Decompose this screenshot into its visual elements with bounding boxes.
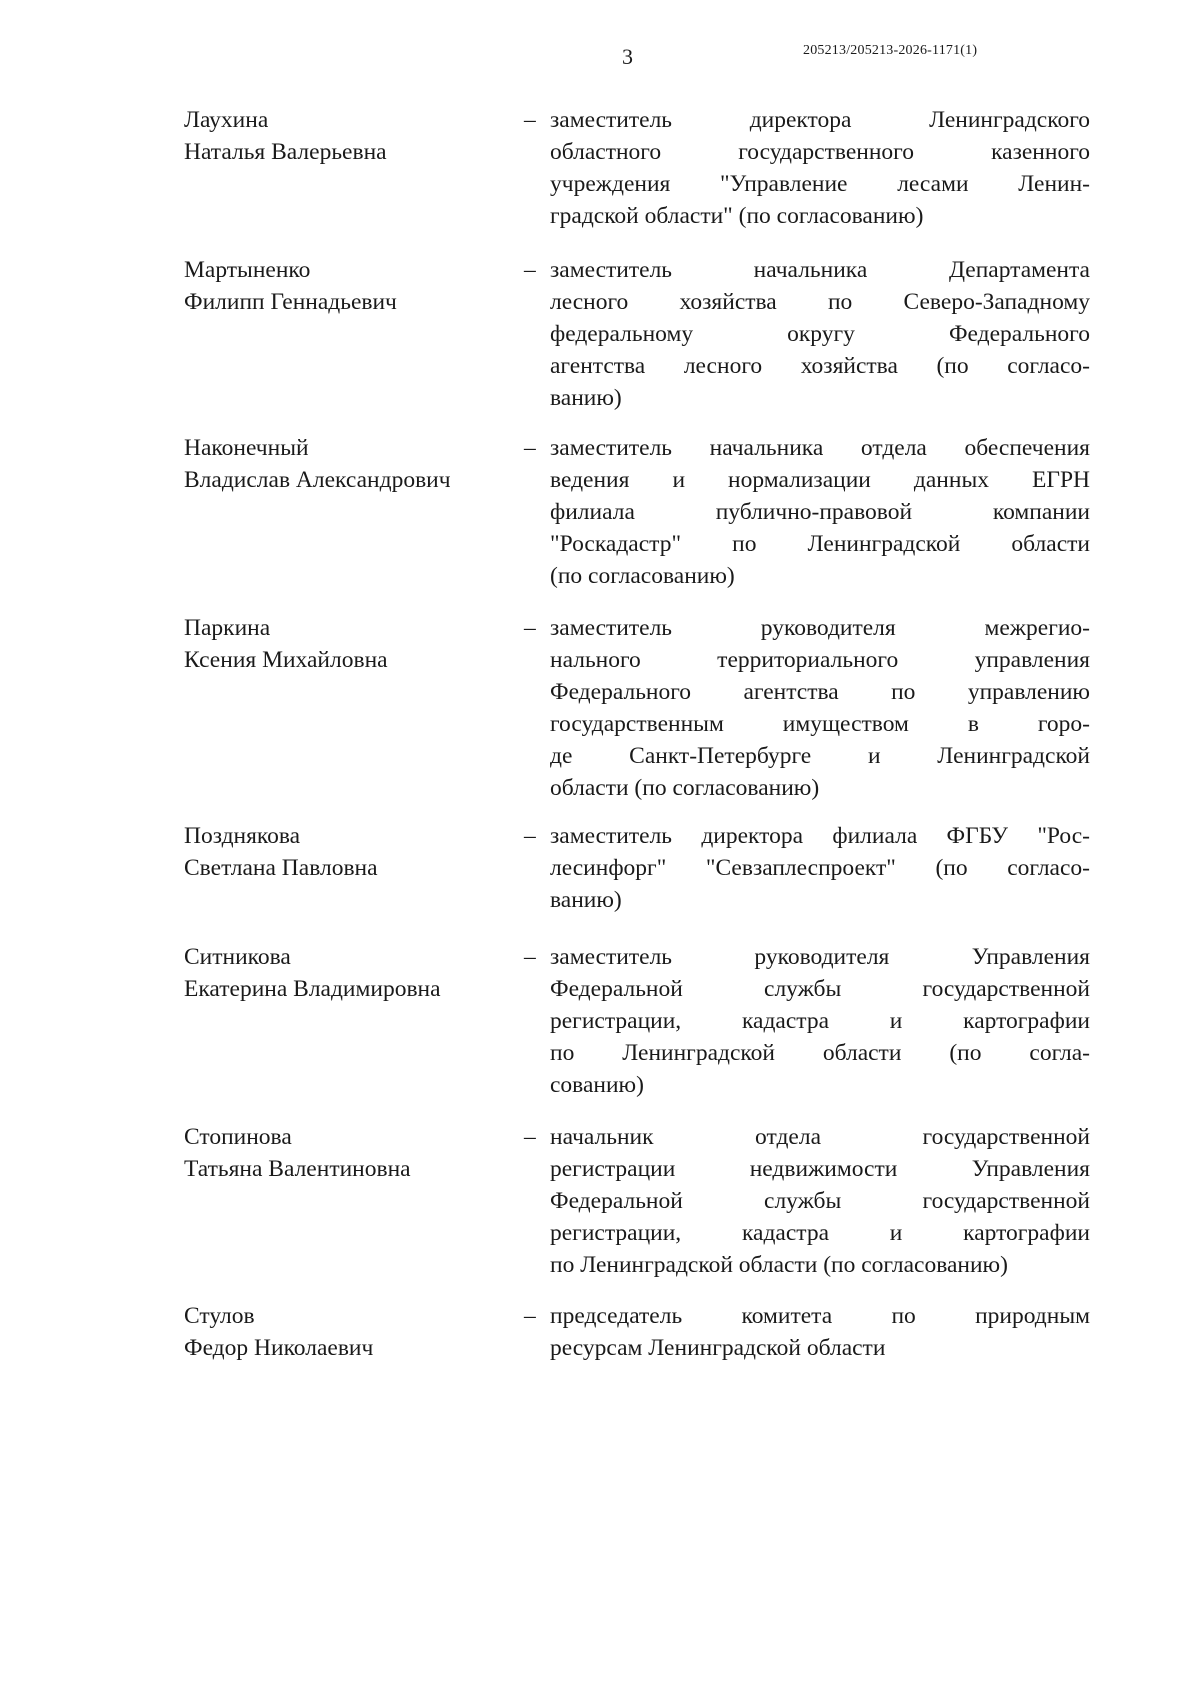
member-given-names: Екатерина Владимировна xyxy=(184,976,441,1002)
dash-separator: – xyxy=(524,107,536,133)
position-text-line: начальник отдела государственной xyxy=(550,1124,1090,1150)
position-text-line: по Ленинградской области (по согла- xyxy=(550,1040,1090,1066)
position-text-line: лесинфорг" "Севзаплеспроект" (по согласо- xyxy=(550,855,1090,881)
position-text-line: по Ленинградской области (по согласованию) xyxy=(550,1252,1008,1278)
member-position xyxy=(550,432,1090,592)
member-given-names: Федор Николаевич xyxy=(184,1335,374,1361)
member-surname: Ситникова xyxy=(184,944,291,970)
member-name xyxy=(184,941,524,1005)
position-text-line: федеральному округу Федерального xyxy=(550,321,1090,347)
position-text-line: ведения и нормализации данных ЕГРН xyxy=(550,467,1090,493)
position-text-line: "Роскадастр" по Ленинградской области xyxy=(550,531,1090,557)
position-text-line: председатель комитета по природным xyxy=(550,1303,1090,1329)
member-surname: Паркина xyxy=(184,615,271,641)
member-position xyxy=(550,820,1090,916)
member-given-names: Татьяна Валентиновна xyxy=(184,1156,411,1182)
member-surname: Наконечный xyxy=(184,435,309,461)
member-given-names: Ксения Михайловна xyxy=(184,647,388,673)
member-name xyxy=(184,1121,524,1185)
position-text-line: ванию) xyxy=(550,887,622,913)
position-text-line: сованию) xyxy=(550,1072,644,1098)
member-position xyxy=(550,104,1090,232)
position-text-line: областного государственного казенного xyxy=(550,139,1090,165)
position-text-line: нального территориального управления xyxy=(550,647,1090,673)
member-position xyxy=(550,1121,1090,1281)
member-position xyxy=(550,1300,1090,1364)
member-surname: Лаухина xyxy=(184,107,269,133)
dash-separator: – xyxy=(524,1124,536,1150)
position-text-line: регистрации, кадастра и картографии xyxy=(550,1008,1090,1034)
position-text-line: регистрации, кадастра и картографии xyxy=(550,1220,1090,1246)
position-text-line: ресурсам Ленинградской области xyxy=(550,1335,886,1361)
position-text-line: учреждения "Управление лесами Ленин- xyxy=(550,171,1090,197)
position-text-line: заместитель начальника отдела обеспечения xyxy=(550,435,1090,461)
member-given-names: Наталья Валерьевна xyxy=(184,139,387,165)
member-name xyxy=(184,1300,524,1364)
member-position xyxy=(550,941,1090,1101)
member-given-names: Филипп Геннадьевич xyxy=(184,289,397,315)
member-name xyxy=(184,254,524,318)
dash-separator: – xyxy=(524,257,536,283)
dash-separator: – xyxy=(524,615,536,641)
position-text-line: лесного хозяйства по Северо-Западному xyxy=(550,289,1090,315)
position-text-line: филиала публично-правовой компании xyxy=(550,499,1090,525)
position-text-line: регистрации недвижимости Управления xyxy=(550,1156,1090,1182)
member-given-names: Владислав Александрович xyxy=(184,467,451,493)
position-text-line: заместитель руководителя межрегио- xyxy=(550,615,1090,641)
dash-separator: – xyxy=(524,435,536,461)
position-text-line: заместитель директора филиала ФГБУ "Рос- xyxy=(550,823,1090,849)
position-text-line: области (по согласованию) xyxy=(550,775,820,801)
position-text-line: заместитель руководителя Управления xyxy=(550,944,1090,970)
member-given-names: Светлана Павловна xyxy=(184,855,378,881)
member-position xyxy=(550,612,1090,804)
position-text-line: Федеральной службы государственной xyxy=(550,1188,1090,1214)
dash-separator: – xyxy=(524,1303,536,1329)
member-surname: Стулов xyxy=(184,1303,255,1329)
member-name xyxy=(184,612,524,676)
position-text-line: градской области" (по согласованию) xyxy=(550,203,924,229)
member-name xyxy=(184,104,524,168)
document-id: 205213/205213-2026-1171(1) xyxy=(803,43,978,58)
member-name xyxy=(184,432,524,496)
page-number: 3 xyxy=(622,44,633,69)
position-text-line: агентства лесного хозяйства (по согласо- xyxy=(550,353,1090,379)
member-surname: Позднякова xyxy=(184,823,301,849)
position-text-line: заместитель директора Ленинградского xyxy=(550,107,1090,133)
position-text-line: Федерального агентства по управлению xyxy=(550,679,1090,705)
position-text-line: заместитель начальника Департамента xyxy=(550,257,1090,283)
position-text-line: Федеральной службы государственной xyxy=(550,976,1090,1002)
member-surname: Мартыненко xyxy=(184,257,311,283)
position-text-line: ванию) xyxy=(550,385,622,411)
dash-separator: – xyxy=(524,823,536,849)
member-surname: Стопинова xyxy=(184,1124,292,1150)
position-text-line: де Санкт-Петербурге и Ленинградской xyxy=(550,743,1090,769)
position-text-line: (по согласованию) xyxy=(550,563,735,589)
member-name xyxy=(184,820,524,884)
member-position xyxy=(550,254,1090,414)
position-text-line: государственным имуществом в горо- xyxy=(550,711,1090,737)
dash-separator: – xyxy=(524,944,536,970)
